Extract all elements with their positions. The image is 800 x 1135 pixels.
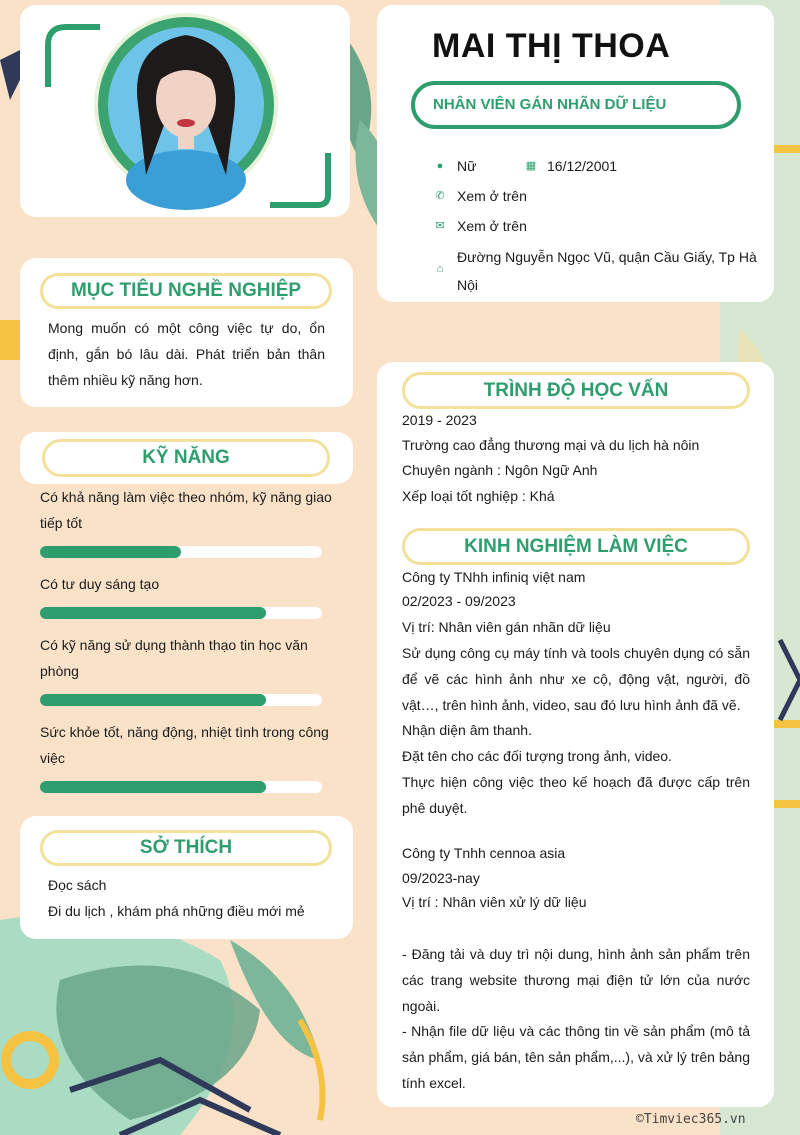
skill-bar-4	[40, 781, 322, 793]
skill-fill-3	[40, 694, 266, 706]
hobbies-card	[20, 816, 353, 939]
birthdate-text: 16/12/2001	[547, 158, 618, 174]
skill-label-1: Có khả năng làm việc theo nhóm, kỹ năng giao tiếp tốt	[40, 489, 332, 531]
watermark: ©Timviec365.vn	[636, 1112, 746, 1127]
skill-fill-1	[40, 546, 181, 558]
candidate-name: MAI THỊ THOA	[432, 27, 671, 65]
job1-role: Vị trí: Nhân viên gán nhãn dữ liệu	[402, 619, 611, 635]
job1-period: 02/2023 - 09/2023	[402, 593, 516, 609]
job2-period: 09/2023-nay	[402, 870, 480, 886]
skill-bar-3	[40, 694, 322, 706]
job1-desc-4: Thực hiện công việc theo kế hoạch đã được cấp trên phê duyệt.	[402, 774, 750, 816]
objective-card	[20, 258, 353, 407]
education-major: Chuyên ngành : Ngôn Ngữ Anh	[402, 462, 598, 478]
skills-heading: KỸ NĂNG	[42, 439, 330, 477]
skill-fill-2	[40, 607, 266, 619]
photo-card	[20, 5, 350, 217]
avatar	[20, 5, 350, 217]
objective-text: Mong muốn có một công việc tự do, ổn định, gắn bó lâu dài. Phát triển bản thân thêm nhiều kỹ năng hơn.	[48, 320, 325, 388]
email-text: Xem ở trên	[457, 218, 527, 234]
calendar-icon: ▦	[525, 160, 537, 172]
person-icon: ●	[436, 160, 444, 172]
position-pill	[411, 81, 741, 129]
education-heading: TRÌNH ĐỘ HỌC VẤN	[402, 372, 750, 409]
job1-company: Công ty TNhh infiniq việt nam	[402, 569, 586, 585]
objective-heading: MỤC TIÊU NGHỀ NGHIỆP	[40, 273, 332, 309]
job1-desc-1: Sử dụng công cụ máy tính và tools chuyên dụng có sẵn để vẽ các hình ảnh như xe cộ, động vật, người, đồ vật…, trên hình ảnh, video, sau đó lưu hình ảnh đã vẽ.	[402, 645, 750, 713]
phone-text: Xem ở trên	[457, 188, 527, 204]
education-grade: Xếp loại tốt nghiệp : Khá	[402, 488, 555, 504]
job1-desc-3: Đặt tên cho các đối tượng trong ảnh, video.	[402, 748, 672, 764]
job2-desc-1: - Đăng tải và duy trì nội dung, hình ảnh sản phẩm trên các trang website thương mại điện tử lớn của nước ngoài.	[402, 946, 750, 1014]
skill-label-2: Có tư duy sáng tạo	[40, 576, 160, 592]
main-content-card	[377, 362, 774, 1107]
experience-heading: KINH NGHIỆM LÀM VIỆC	[402, 528, 750, 565]
address-text: Đường Nguyễn Ngọc Vũ, quận Cầu Giấy, Tp Hà Nội	[457, 249, 757, 293]
hobby-item-2: Đi du lịch , khám phá những điều mới mẻ	[48, 903, 305, 919]
skill-label-4: Sức khỏe tốt, năng động, nhiệt tình trong công việc	[40, 724, 329, 766]
job2-company: Công ty Tnhh cennoa asia	[402, 845, 566, 861]
hobby-item-1: Đọc sách	[48, 877, 107, 893]
hobbies-heading: SỞ THÍCH	[40, 830, 332, 866]
job2-role: Vị trí : Nhân viên xử lý dữ liệu	[402, 894, 587, 910]
job2-desc-2: - Nhận file dữ liệu và các thông tin về sản phẩm (mô tả sản phẩm, giá bán, tên sản phẩm,...), và xử lý trên bảng tính excel.	[402, 1023, 750, 1091]
header-card	[377, 5, 774, 302]
skills-heading-card	[20, 432, 353, 484]
skill-label-3: Có kỹ năng sử dụng thành thạo tin học văn phòng	[40, 637, 308, 679]
gender-text: Nữ	[457, 158, 477, 174]
phone-icon: ✆	[435, 190, 445, 202]
job1-desc-2: Nhận diện âm thanh.	[402, 722, 532, 738]
skill-bar-1	[40, 546, 322, 558]
skill-bar-2	[40, 607, 322, 619]
education-years: 2019 - 2023	[402, 412, 477, 428]
email-icon: ✉	[435, 220, 445, 232]
home-icon: ⌂	[436, 263, 444, 275]
education-school: Trường cao đẳng thương mại và du lịch hà nôin	[402, 437, 700, 453]
skill-fill-4	[40, 781, 266, 793]
position-title: NHÂN VIÊN GÁN NHÃN DỮ LIỆU	[433, 96, 667, 113]
